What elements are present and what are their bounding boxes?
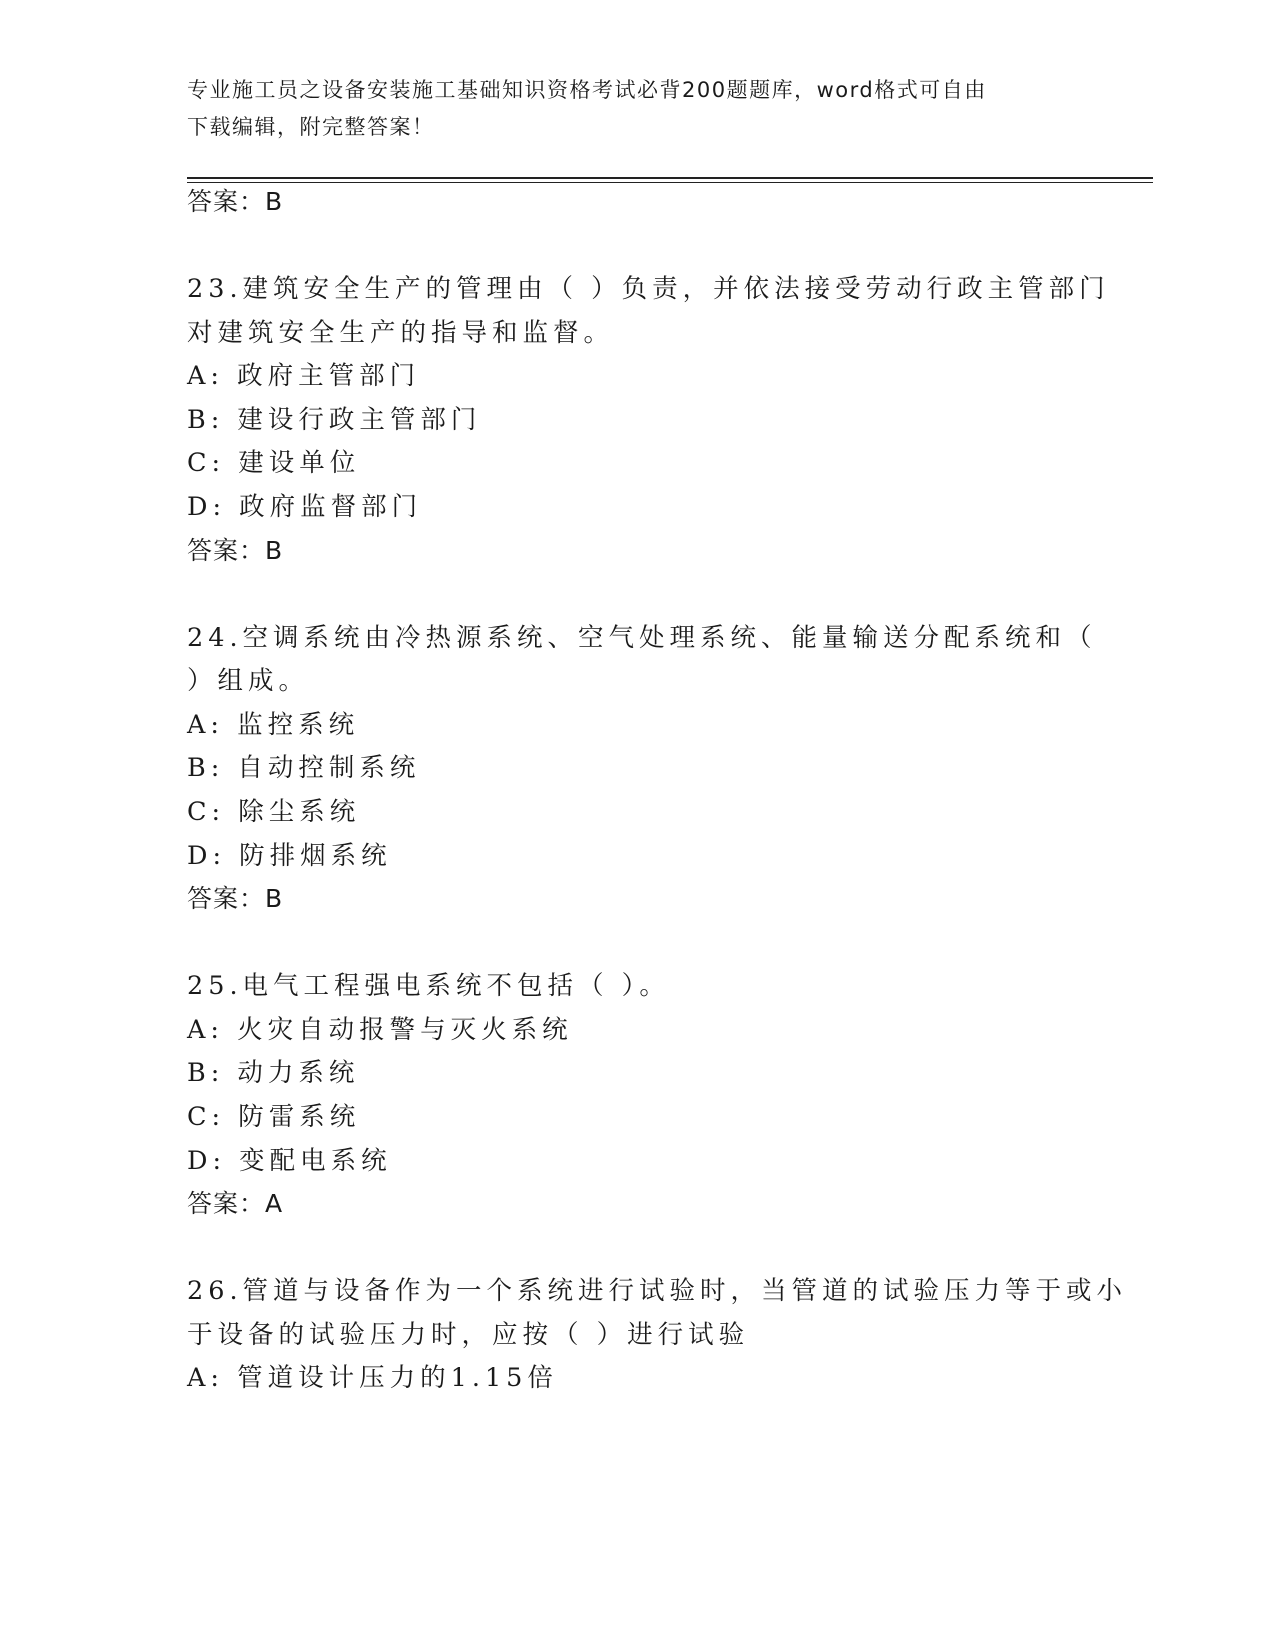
question-24-option-a: A: 监控系统	[187, 710, 360, 740]
question-25-option-c: C: 防雷系统	[187, 1102, 361, 1132]
question-25-stem-line-1: 25.电气工程强电系统不包括（ ）。	[187, 971, 670, 1001]
question-23-option-c: C: 建设单位	[187, 448, 361, 478]
question-23-stem-line-2: 对建筑安全生产的指导和监督。	[187, 318, 615, 348]
question-26-stem-line-1: 26.管道与设备作为一个系统进行试验时，当管道的试验压力等于或小	[187, 1276, 1128, 1306]
question-23-stem-line-1: 23.建筑安全生产的管理由（ ）负责，并依法接受劳动行政主管部门	[187, 274, 1110, 304]
document-header	[187, 72, 1067, 146]
question-25-answer: 答案：A	[187, 1189, 284, 1218]
question-23-option-d: D: 政府监督部门	[187, 492, 423, 522]
question-25-option-a: A: 火灾自动报警与灭火系统	[187, 1015, 573, 1045]
header-divider	[187, 177, 1153, 183]
question-24-option-c: C: 除尘系统	[187, 797, 361, 827]
question-23-option-a: A: 政府主管部门	[187, 361, 421, 391]
question-26-stem-line-2: 于设备的试验压力时，应按（ ）进行试验	[187, 1320, 750, 1350]
question-24-option-b: B: 自动控制系统	[187, 753, 421, 783]
question-24-option-d: D: 防排烟系统	[187, 841, 392, 871]
question-23-option-b: B: 建设行政主管部门	[187, 405, 482, 435]
question-26-option-a: A: 管道设计压力的1.15倍	[187, 1363, 558, 1393]
question-24-stem-line-2: ）组成。	[187, 666, 310, 696]
question-24-answer: 答案：B	[187, 884, 284, 913]
answer-label: 答案：B	[187, 187, 284, 216]
question-25-option-b: B: 动力系统	[187, 1058, 360, 1088]
header-line-2: 下载编辑，附完整答案！	[187, 115, 435, 139]
header-line-1: 专业施工员之设备安装施工基础知识资格考试必背200题题库，word格式可自由	[187, 78, 987, 102]
question-23-answer: 答案：B	[187, 536, 284, 565]
question-25-option-d: D: 变配电系统	[187, 1146, 392, 1176]
question-24-stem-line-1: 24.空调系统由冷热源系统、空气处理系统、能量输送分配系统和（	[187, 623, 1097, 653]
